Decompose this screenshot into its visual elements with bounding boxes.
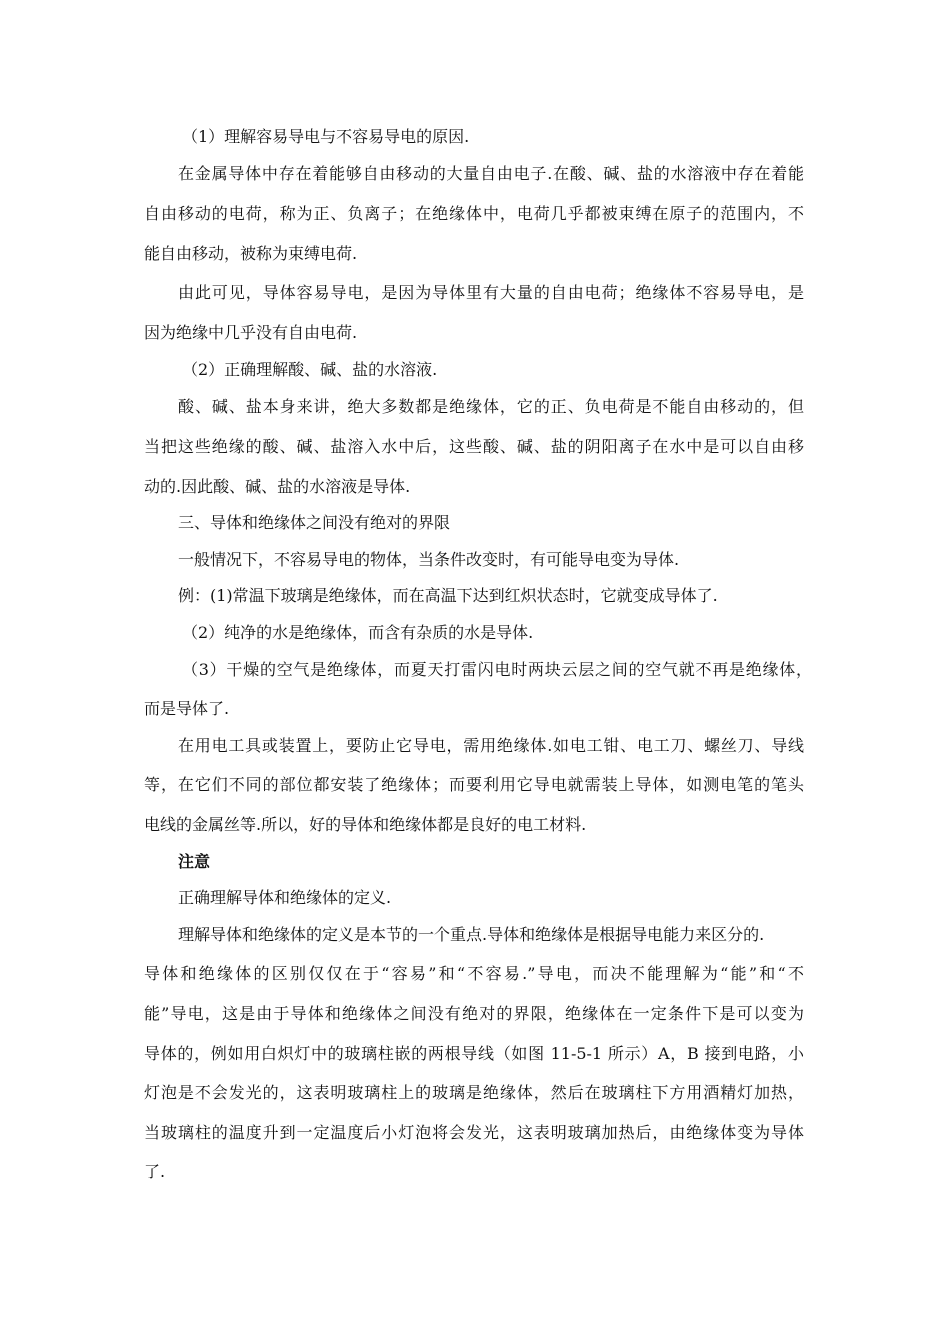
text-line: 导体的，例如用白炽灯中的玻璃柱嵌的两根导线（如图 11-5-1 所示）A，B 接到电路，小 <box>144 1044 804 1063</box>
text-line: 因为绝缘中几乎没有自由电荷. <box>144 323 358 342</box>
text-line: （3）干燥的空气是绝缘体，而夏天打雷闪电时两块云层之间的空气就不再是绝缘体， <box>182 660 812 679</box>
text-line: 例：(1)常温下玻璃是绝缘体，而在高温下达到红炽状态时，它就变成导体了. <box>178 586 718 605</box>
text-line: 一般情况下，不容易导电的物体，当条件改变时，有可能导电变为导体. <box>178 550 680 569</box>
text-line: 正确理解导体和绝缘体的定义. <box>178 888 392 907</box>
text-line: 理解导体和绝缘体的定义是本节的一个重点.导体和绝缘体是根据导电能力来区分的. <box>178 925 765 944</box>
text-line: （2）纯净的水是绝缘体，而含有杂质的水是导体. <box>182 623 534 642</box>
text-line: 导体和绝缘体的区别仅仅在于“容易”和“不容易.”导电，而决不能理解为“能”和“不 <box>144 964 804 983</box>
text-line: 能”导电，这是由于导体和绝缘体之间没有绝对的界限，绝缘体在一定条件下是可以变为 <box>144 1004 804 1023</box>
text-line: 等，在它们不同的部位都安装了绝缘体；而要利用它导电就需装上导体，如测电笔的笔头 <box>144 775 804 794</box>
text-line: 在用电工具或装置上，要防止它导电，需用绝缘体.如电工钳、电工刀、螺丝刀、导线 <box>178 736 804 755</box>
text-line: 动的.因此酸、碱、盐的水溶液是导体. <box>144 477 411 496</box>
text-line: （2）正确理解酸、碱、盐的水溶液. <box>182 360 438 379</box>
text-line: 电线的金属丝等.所以，好的导体和绝缘体都是良好的电工材料. <box>144 815 587 834</box>
text-line: 能自由移动，被称为束缚电荷. <box>144 244 358 263</box>
text-line: 酸、碱、盐本身来讲，绝大多数都是绝缘体，它的正、负电荷是不能自由移动的，但 <box>178 397 804 416</box>
text-line: 而是导体了. <box>144 699 230 718</box>
section-heading: 三、导体和绝缘体之间没有绝对的界限 <box>178 513 451 532</box>
note-heading: 注意 <box>178 852 211 871</box>
text-line: 了. <box>144 1162 166 1181</box>
text-line: 在金属导体中存在着能够自由移动的大量自由电子.在酸、碱、盐的水溶液中存在着能 <box>178 164 804 183</box>
text-line: 由此可见，导体容易导电，是因为导体里有大量的自由电荷；绝缘体不容易导电，是 <box>178 283 804 302</box>
text-line: 灯泡是不会发光的，这表明玻璃柱上的玻璃是绝缘体，然后在玻璃柱下方用酒精灯加热， <box>144 1083 804 1102</box>
text-line: 自由移动的电荷，称为正、负离子；在绝缘体中，电荷几乎都被束缚在原子的范围内，不 <box>144 204 804 223</box>
text-line: （1）理解容易导电与不容易导电的原因. <box>182 127 470 146</box>
text-line: 当玻璃柱的温度升到一定温度后小灯泡将会发光，这表明玻璃加热后，由绝缘体变为导体 <box>144 1123 804 1142</box>
text-line: 当把这些绝缘的酸、碱、盐溶入水中后，这些酸、碱、盐的阴阳离子在水中是可以自由移 <box>144 437 804 456</box>
